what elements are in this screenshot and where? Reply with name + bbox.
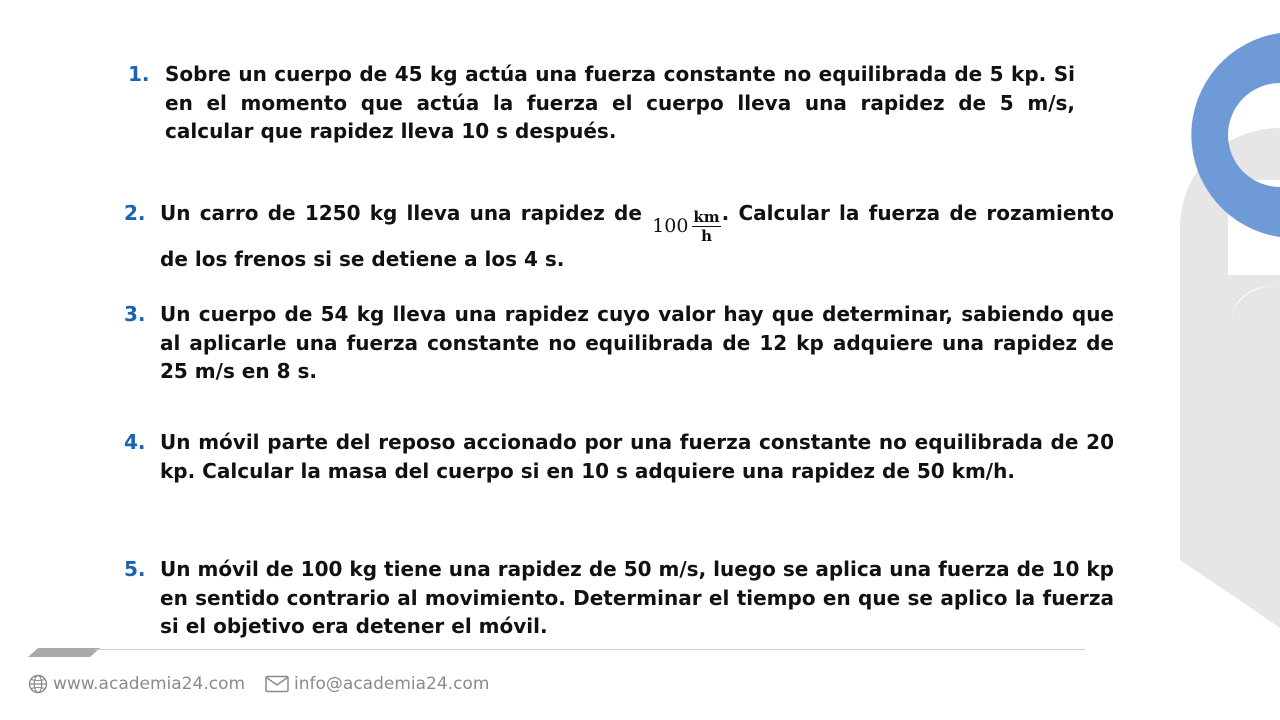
unit-fraction bbox=[692, 208, 720, 245]
footer-website[interactable] bbox=[28, 674, 245, 694]
problem-text: Un móvil parte del reposo accionado por una fuerza constante no equilibrada de 20 kp. Calcular la masa del cuerpo si en 10 s adquiere una rapidez de 50 km/h. bbox=[160, 430, 1114, 483]
globe-icon bbox=[28, 674, 48, 694]
problem-2 bbox=[124, 199, 1114, 273]
footer-accent-tab bbox=[28, 648, 100, 657]
velocity-coefficient: 100 bbox=[652, 215, 689, 237]
footer-email[interactable] bbox=[265, 674, 489, 694]
problem-number: 1. bbox=[128, 62, 150, 86]
problem-number: 3. bbox=[124, 302, 146, 326]
problem-number: 2. bbox=[124, 201, 146, 225]
mail-icon bbox=[265, 675, 289, 693]
unit-numerator: km bbox=[693, 207, 720, 226]
problem-text: Un cuerpo de 54 kg lleva una rapidez cuyo valor hay que determinar, sabiendo que al aplicarle una fuerza constante no equilibrada de 12 kp adquiere una rapidez de 25 m/s en 8 s. bbox=[160, 302, 1114, 383]
problem-text-after: . Calcular la fuerza de rozamiento de los frenos si se detiene a los 4 s. bbox=[160, 201, 1114, 271]
email-link[interactable]: info@academia24.com bbox=[294, 674, 490, 694]
website-link[interactable]: www.academia24.com bbox=[53, 674, 246, 694]
footer-divider bbox=[95, 649, 1085, 650]
velocity-fraction bbox=[652, 208, 721, 245]
problem-number: 4. bbox=[124, 430, 146, 454]
problem-4 bbox=[124, 428, 1114, 485]
problem-text-before: Un carro de 1250 kg lleva una rapidez de bbox=[160, 201, 642, 225]
footer bbox=[28, 674, 509, 694]
problem-text bbox=[160, 199, 1114, 273]
unit-denominator: h bbox=[701, 226, 712, 245]
problem-3 bbox=[124, 300, 1114, 386]
problem-5 bbox=[124, 555, 1114, 641]
problem-1 bbox=[128, 60, 1076, 146]
problem-text: Un móvil de 100 kg tiene una rapidez de 50 m/s, luego se aplica una fuerza de 10 kp en sentido contrario al movimiento. Determinar el tiempo en que se aplico la fuerza si el objetivo era detener el móvil. bbox=[160, 557, 1114, 638]
problem-text: Sobre un cuerpo de 45 kg actúa una fuerza constante no equilibrada de 5 kp. Si en el momento que actúa la fuerza el cuerpo lleva una rapidez de 5 m/s, calcular que rapidez lleva 10 s después. bbox=[165, 62, 1075, 143]
problem-number: 5. bbox=[124, 557, 146, 581]
